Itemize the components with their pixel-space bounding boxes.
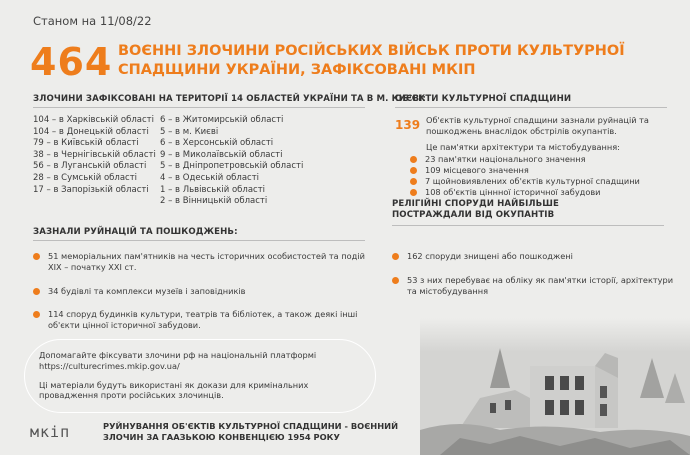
damaged-item: 114 споруд будинків культури, театрів та бібліотек, а також деякі інші об'єкти цінної історичної забудови. (33, 309, 373, 331)
heritage-item: 7 щойновиявлених об'єктів культурної спадщини (410, 176, 640, 187)
heritage-title: ОБ'ЄКТИ КУЛЬТУРНОЇ СПАДЩИНИ (395, 94, 572, 104)
bullet-icon (33, 253, 40, 260)
bullet-icon (392, 253, 399, 260)
damaged-item: 51 меморіальних пам'ятників на честь історичних особистостей та подій XIX – початку XXI ст. (33, 251, 373, 273)
heritage-count: 139 (395, 118, 421, 132)
region-item: 104 – в Донецькій області (33, 126, 149, 137)
bullet-icon (33, 288, 40, 295)
callout-text: Допомагайте фіксувати злочини рф на національній платформі (39, 350, 317, 360)
regions-title: ЗЛОЧИНИ ЗАФІКСОВАНІ НА ТЕРИТОРІЇ 14 ОБЛАСТЕЙ УКРАЇНИ ТА В М. КИЄВІ: (33, 94, 426, 104)
heritage-item: 108 об'єктів ціннної історичної забудови (410, 187, 600, 198)
bullet-icon (410, 178, 417, 185)
divider (395, 107, 667, 108)
damaged-title: ЗАЗНАЛИ РУЙНАЦІЙ ТА ПОШКОДЖЕНЬ: (33, 227, 238, 237)
religious-title: РЕЛІГІЙНІ СПОРУДИ НАЙБІЛЬШЕ ПОСТРАЖДАЛИ ВІД ОКУПАНТІВ (392, 199, 559, 220)
bullet-icon (392, 277, 399, 284)
callout-note: Ці матеріали будуть використані як докази для кримінальних провадження проти російських злочинців. (39, 379, 309, 401)
ruined-building-photo (420, 318, 690, 455)
region-item: 5 – в м. Києві (160, 126, 219, 137)
divider (392, 225, 664, 226)
religious-item: 53 з них перебуває на обліку як пам'ятки історії, архітектури та містобудування (392, 275, 682, 297)
region-item: 56 – в Луганській області (33, 161, 147, 172)
total-count: 464 (30, 40, 113, 84)
region-item: 38 – в Чернігівській області (33, 149, 156, 160)
platform-link[interactable]: https://culturecrimes.mkip.gov.ua/ (39, 360, 180, 371)
region-item: 6 – в Херсонській області (160, 138, 274, 149)
divider (33, 107, 365, 108)
bullet-icon (410, 189, 417, 196)
date-label: Станом на 11/08/22 (33, 14, 152, 28)
regions-right-column (160, 115, 303, 208)
region-item: 9 – в Миколаївській області (160, 149, 283, 160)
callout-box (24, 339, 376, 413)
regions-left-column (33, 115, 156, 196)
bullet-icon (410, 156, 417, 163)
bullet-icon (33, 311, 40, 318)
heritage-lead: Об'єктів культурної спадщини зазнали руйнацій та пошкоджень внаслідок обстрілів окупантів. (426, 115, 649, 136)
mkip-logo: мкіп (30, 423, 71, 441)
region-item: 2 – в Вінницькій області (160, 196, 268, 207)
region-item: 5 – в Дніпропетровській області (160, 161, 304, 172)
religious-item: 162 споруди знищені або пошкоджені (392, 251, 672, 262)
damaged-item: 34 будівлі та комплекси музеїв і заповідників (33, 286, 373, 297)
divider (33, 240, 365, 241)
heritage-sub: Це пам'ятки архітектури та містобудування: (426, 142, 620, 152)
region-item: 79 – в Київській області (33, 138, 139, 149)
region-item: 1 – в Львівській області (160, 184, 266, 195)
footer-text: РУЙНУВАННЯ ОБ'ЄКТІВ КУЛЬТУРНОЇ СПАДЩИНИ - ВОЄННИЙ ЗЛОЧИН ЗА ГААЗЬКОЮ КОНВЕНЦІЄЮ 1954 РОКУ (103, 421, 399, 442)
region-item: 4 – в Одеській області (160, 172, 260, 183)
region-item: 6 – в Житомирській області (160, 115, 284, 125)
region-item: 28 – в Сумській області (33, 172, 138, 183)
heritage-item: 109 місцевого значення (410, 165, 529, 176)
region-item: 17 – в Запорізькій області (33, 184, 149, 195)
bullet-icon (410, 167, 417, 174)
page-title: ВОЄННІ ЗЛОЧИНИ РОСІЙСЬКИХ ВІЙСЬК ПРОТИ КУЛЬТУРНОЇ СПАДЩИНИ УКРАЇНИ, ЗАФІКСОВАНІ МКІП (118, 43, 625, 78)
region-item: 104 – в Харківській області (33, 115, 154, 125)
heritage-item: 23 пам'ятки національного значення (410, 154, 586, 165)
